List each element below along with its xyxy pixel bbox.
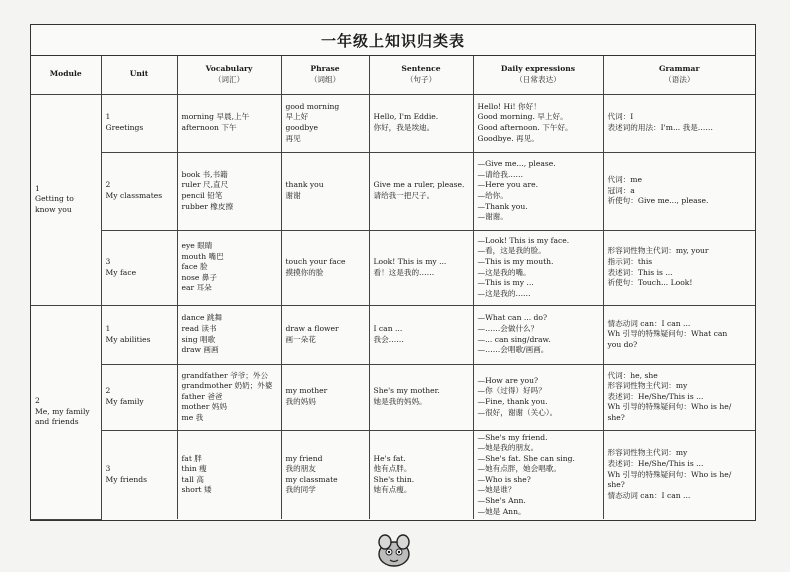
text-line: —……会唱歌/画画。 — [477, 345, 549, 355]
text-line: —Look! This is my face. — [477, 235, 570, 245]
text-line: —谢谢。 — [477, 212, 508, 222]
text-line: Me, my family — [35, 406, 90, 416]
text-line: father 爸爸 — [181, 391, 223, 401]
table-body — [31, 94, 755, 519]
cell-phrase — [281, 152, 369, 230]
cell-vocabulary — [177, 230, 281, 305]
cell-grammar — [603, 152, 755, 230]
text-line: —She's fat. She can sing. — [477, 453, 575, 463]
text-line: 画一朵花 — [285, 334, 316, 344]
text-line: —Give me..., please. — [477, 159, 556, 169]
cell-grammar — [603, 305, 755, 364]
text-line: —... can sing/draw. — [477, 334, 551, 344]
text-line: —Fine, thank you. — [477, 397, 548, 406]
cell-grammar — [603, 230, 755, 305]
mascot-icon — [373, 532, 415, 568]
text-line: 表述词的用法：I'm... 我是…… — [607, 123, 713, 132]
text-line: 我的同学 — [285, 485, 316, 495]
text-line: My friends — [105, 474, 147, 484]
text-line: 1 — [105, 112, 111, 122]
text-line: My classmates — [105, 191, 163, 200]
cell-vocabulary — [177, 364, 281, 430]
text-line: —给你。 — [477, 191, 508, 200]
cell-unit — [101, 152, 177, 230]
cell-daily-expressions — [473, 230, 603, 305]
text-line: —This is my ... — [477, 278, 534, 288]
text-line: morning 早晨,上午 — [181, 112, 250, 122]
text-line: Greetings — [105, 123, 144, 132]
text-line: 祈使句：Touch... Look! — [607, 278, 693, 288]
text-line: —What can ... do? — [477, 313, 548, 323]
text-line: —……会做什么？ — [477, 323, 539, 333]
text-line: —Who is she? — [477, 474, 531, 484]
cell-phrase — [281, 364, 369, 430]
text-line: draw a flower — [285, 323, 339, 333]
text-line: Hello! Hi! 你好！ — [477, 101, 541, 111]
cell-vocabulary — [177, 430, 281, 519]
text-line: 她是我的妈妈。 — [373, 397, 427, 406]
table-row — [31, 305, 755, 364]
text-line: tall 高 — [181, 474, 204, 484]
cell-sentence — [369, 94, 473, 152]
cell-phrase — [281, 94, 369, 152]
text-line: afternoon 下午 — [181, 123, 237, 132]
cell-module — [31, 94, 101, 305]
text-line: Getting to — [35, 194, 74, 204]
text-line: —你（过得）好吗？ — [477, 386, 546, 396]
text-line: She's thin. — [373, 474, 415, 484]
text-line: 早上好 — [285, 112, 309, 122]
text-line: My abilities — [105, 334, 151, 344]
cell-phrase — [281, 430, 369, 519]
text-line: My family — [105, 397, 144, 406]
text-line: 表述词：He/She/This is ... — [607, 391, 704, 401]
table-row — [31, 430, 755, 519]
text-line: mother 妈妈 — [181, 402, 227, 412]
text-line: 表述词：He/She/This is ... — [607, 458, 704, 468]
text-line: 2 — [105, 180, 111, 190]
text-line: Look! This is my ... — [373, 256, 447, 266]
text-line: goodbye — [285, 123, 319, 132]
page-title: 一年级上知识归类表 — [31, 25, 755, 56]
text-line: my mother — [285, 386, 328, 396]
text-line: Wh 引导的特殊疑问句：Who is he/ — [607, 402, 732, 412]
cell-unit — [101, 364, 177, 430]
text-line: 我的朋友 — [285, 464, 316, 474]
table-row — [31, 94, 755, 152]
text-line: 1 — [105, 323, 111, 333]
text-line: 表述词：This is ... — [607, 267, 673, 277]
text-line: my friend — [285, 453, 323, 463]
cell-sentence — [369, 364, 473, 430]
text-line: she? — [607, 412, 625, 422]
text-line: —How are you? — [477, 375, 539, 385]
text-line: and friends — [35, 417, 79, 427]
cell-grammar — [603, 430, 755, 519]
text-line: thin 瘦 — [181, 464, 207, 474]
text-line: fat 胖 — [181, 453, 202, 463]
text-line: —很好，谢谢（关心）。 — [477, 407, 558, 417]
text-line: —Thank you. — [477, 201, 528, 211]
text-line: —Here you are. — [477, 180, 538, 190]
text-line: 冠词：a — [607, 185, 635, 195]
text-line: —这是我的嘴。 — [477, 267, 531, 277]
cell-phrase — [281, 305, 369, 364]
text-line: 形容词性物主代词：my — [607, 448, 688, 458]
text-line: me 我 — [181, 412, 204, 422]
text-line: Wh 引导的特殊疑问句：Who is he/ — [607, 469, 732, 479]
cell-sentence — [369, 230, 473, 305]
text-line: 我会…… — [373, 334, 404, 344]
text-line: draw 画画 — [181, 345, 219, 355]
text-line: 看！这是我的…… — [373, 267, 435, 277]
text-line: ruler 尺,直尺 — [181, 180, 229, 190]
text-line: she? — [607, 480, 625, 490]
text-line: Hello, I'm Eddie. — [373, 112, 439, 122]
header-row — [31, 56, 755, 94]
cell-module — [31, 305, 101, 519]
text-line: I can ... — [373, 323, 403, 333]
cell-sentence — [369, 152, 473, 230]
text-line: 2 — [105, 386, 111, 396]
text-line: 代词：he, she — [607, 370, 658, 380]
text-line: Give me a ruler, please. — [373, 180, 465, 190]
text-line: 形容词性物主代词：my, your — [607, 246, 709, 256]
text-line: 请给我一把尺子。 — [373, 191, 435, 200]
text-line: short 矮 — [181, 485, 212, 495]
header-unit: Unit — [101, 56, 177, 94]
text-line: grandfather 爷爷；外公 — [181, 370, 269, 380]
text-line: He's fat. — [373, 453, 406, 463]
text-line: Goodbye. 再见。 — [477, 133, 539, 143]
text-line: —她有点胖，她会唱歌。 — [477, 464, 562, 474]
knowledge-table-sheet — [30, 24, 756, 521]
header-module: Module — [31, 56, 101, 94]
cell-sentence — [369, 430, 473, 519]
text-line: 指示词：this — [607, 256, 653, 266]
text-line: —这是我的…… — [477, 288, 531, 298]
cell-unit — [101, 230, 177, 305]
text-line: good morning — [285, 101, 340, 111]
header-daily-expressions: Daily expressions （日常表达） — [473, 56, 603, 94]
text-line: 3 — [105, 256, 111, 266]
text-line: ear 耳朵 — [181, 283, 212, 293]
header-sentence: Sentence （句子） — [369, 56, 473, 94]
text-line: —请给我…… — [477, 169, 524, 179]
cell-sentence — [369, 305, 473, 364]
text-line: grandmother 奶奶；外婆 — [181, 381, 273, 391]
text-line: rubber 橡皮擦 — [181, 201, 234, 211]
text-line: know you — [35, 204, 72, 214]
text-line: 谢谢 — [285, 191, 301, 200]
cell-daily-expressions — [473, 364, 603, 430]
text-line: 1 — [35, 183, 40, 193]
cell-phrase — [281, 230, 369, 305]
text-line: 代词：me — [607, 175, 642, 185]
text-line: you do? — [607, 339, 638, 349]
cell-unit — [101, 430, 177, 519]
header-phrase: Phrase （词组） — [281, 56, 369, 94]
text-line: dance 跳舞 — [181, 313, 223, 323]
cell-daily-expressions — [473, 430, 603, 519]
cell-daily-expressions — [473, 152, 603, 230]
cell-vocabulary — [177, 305, 281, 364]
text-line: 摸摸你的脸 — [285, 267, 324, 277]
table-row — [31, 364, 755, 430]
text-line: face 脸 — [181, 262, 208, 272]
text-line: my classmate — [285, 474, 338, 484]
text-line: 我的妈妈 — [285, 397, 316, 406]
cell-grammar — [603, 364, 755, 430]
text-line: 她有点瘦。 — [373, 485, 412, 495]
table-row — [31, 152, 755, 230]
text-line: Wh 引导的特殊疑问句：What can — [607, 329, 728, 339]
text-line: —她是 Ann。 — [477, 506, 526, 516]
knowledge-table — [31, 56, 755, 520]
text-line: nose 鼻子 — [181, 272, 217, 282]
cell-vocabulary — [177, 94, 281, 152]
text-line: eye 眼睛 — [181, 241, 213, 251]
text-line: —She's Ann. — [477, 496, 526, 506]
text-line: 你好，我是埃迪。 — [373, 123, 435, 132]
cell-grammar — [603, 94, 755, 152]
cell-daily-expressions — [473, 305, 603, 364]
text-line: 情态动词 can：I can ... — [607, 318, 691, 328]
header-vocabulary: Vocabulary （词汇） — [177, 56, 281, 94]
text-line: pencil 铅笔 — [181, 191, 223, 200]
text-line: —她是我的朋友。 — [477, 443, 539, 453]
cell-unit — [101, 94, 177, 152]
text-line: She's my mother. — [373, 386, 440, 396]
text-line: —看，这是我的脸。 — [477, 246, 546, 256]
text-line: book 书,书籍 — [181, 169, 228, 179]
text-line: 祈使句：Give me..., please. — [607, 196, 709, 206]
cell-vocabulary — [177, 152, 281, 230]
text-line: 代词：I — [607, 112, 634, 122]
text-line: mouth 嘴巴 — [181, 251, 224, 261]
text-line: sing 唱歌 — [181, 334, 216, 344]
text-line: 形容词性物主代词：my — [607, 381, 688, 391]
cell-daily-expressions — [473, 94, 603, 152]
text-line: thank you — [285, 180, 324, 190]
text-line: My face — [105, 267, 137, 277]
text-line: 3 — [105, 464, 111, 474]
text-line: —她是谁？ — [477, 485, 516, 495]
text-line: Good morning. 早上好。 — [477, 112, 568, 122]
text-line: 情态动词 can：I can ... — [607, 490, 691, 500]
table-row — [31, 230, 755, 305]
text-line: Good afternoon. 下午好。 — [477, 123, 573, 132]
text-line: —This is my mouth. — [477, 256, 554, 266]
text-line: 他有点胖。 — [373, 464, 412, 474]
cell-unit — [101, 305, 177, 364]
text-line: 2 — [35, 396, 40, 406]
text-line: —She's my friend. — [477, 432, 548, 442]
text-line: 再见 — [285, 133, 301, 143]
text-line: read 读书 — [181, 323, 217, 333]
header-grammar: Grammar （语法） — [603, 56, 755, 94]
text-line: touch your face — [285, 256, 346, 266]
